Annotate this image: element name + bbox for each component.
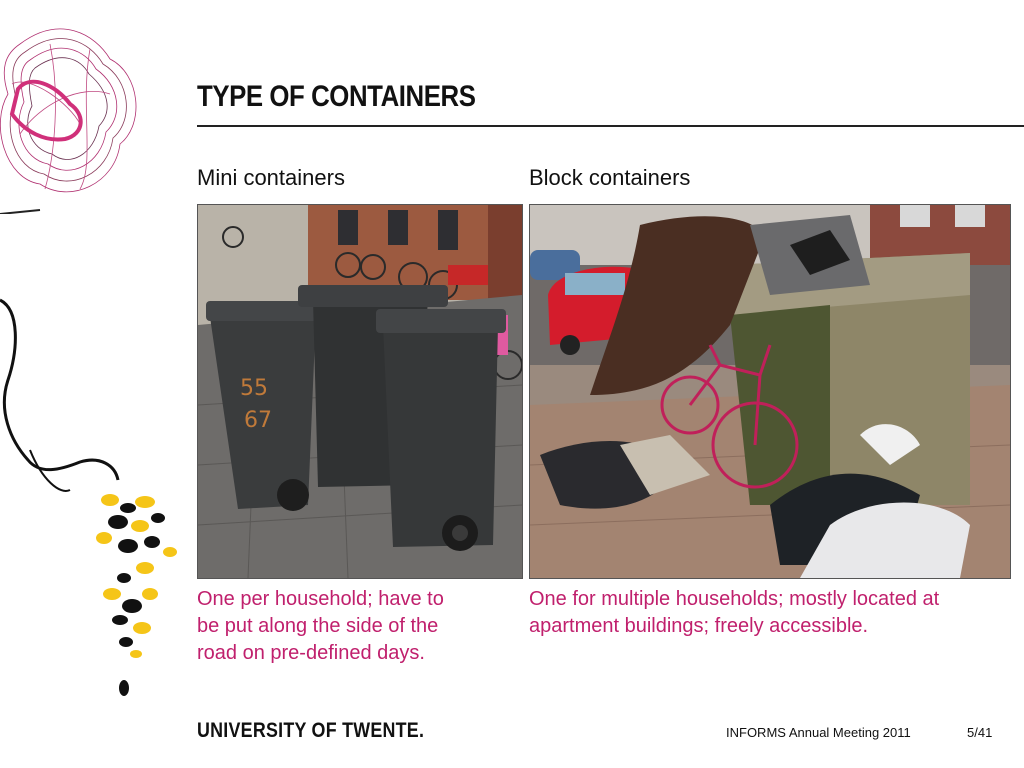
caption-line: One per household; have to — [197, 588, 444, 610]
block-containers-heading: Block containers — [529, 165, 691, 190]
university-logo: UNIVERSITY OF TWENTE. — [197, 719, 425, 742]
block-containers-photo — [529, 204, 1011, 579]
caption-line: road on pre-defined days. — [197, 642, 425, 664]
block-containers-caption — [529, 586, 1009, 640]
slide-title: TYPE OF CONTAINERS — [197, 80, 476, 113]
mini-containers-caption — [197, 586, 507, 667]
mini-containers-photo — [197, 204, 523, 579]
caption-line: be put along the side of the — [197, 615, 439, 637]
caption-line: apartment buildings; freely accessible. — [529, 615, 869, 637]
svg-text:67: 67 — [244, 408, 272, 433]
mini-containers-heading: Mini containers — [197, 165, 345, 190]
title-divider — [197, 125, 1024, 127]
footer-event-name: INFORMS Annual Meeting 2011 — [726, 725, 911, 740]
caption-line: One for multiple households; mostly located at — [529, 588, 940, 610]
decorative-leaf-graphic — [0, 290, 200, 710]
svg-text:55: 55 — [240, 376, 268, 401]
page-number: 5/41 — [967, 725, 993, 740]
decorative-mesh-graphic — [0, 14, 150, 214]
